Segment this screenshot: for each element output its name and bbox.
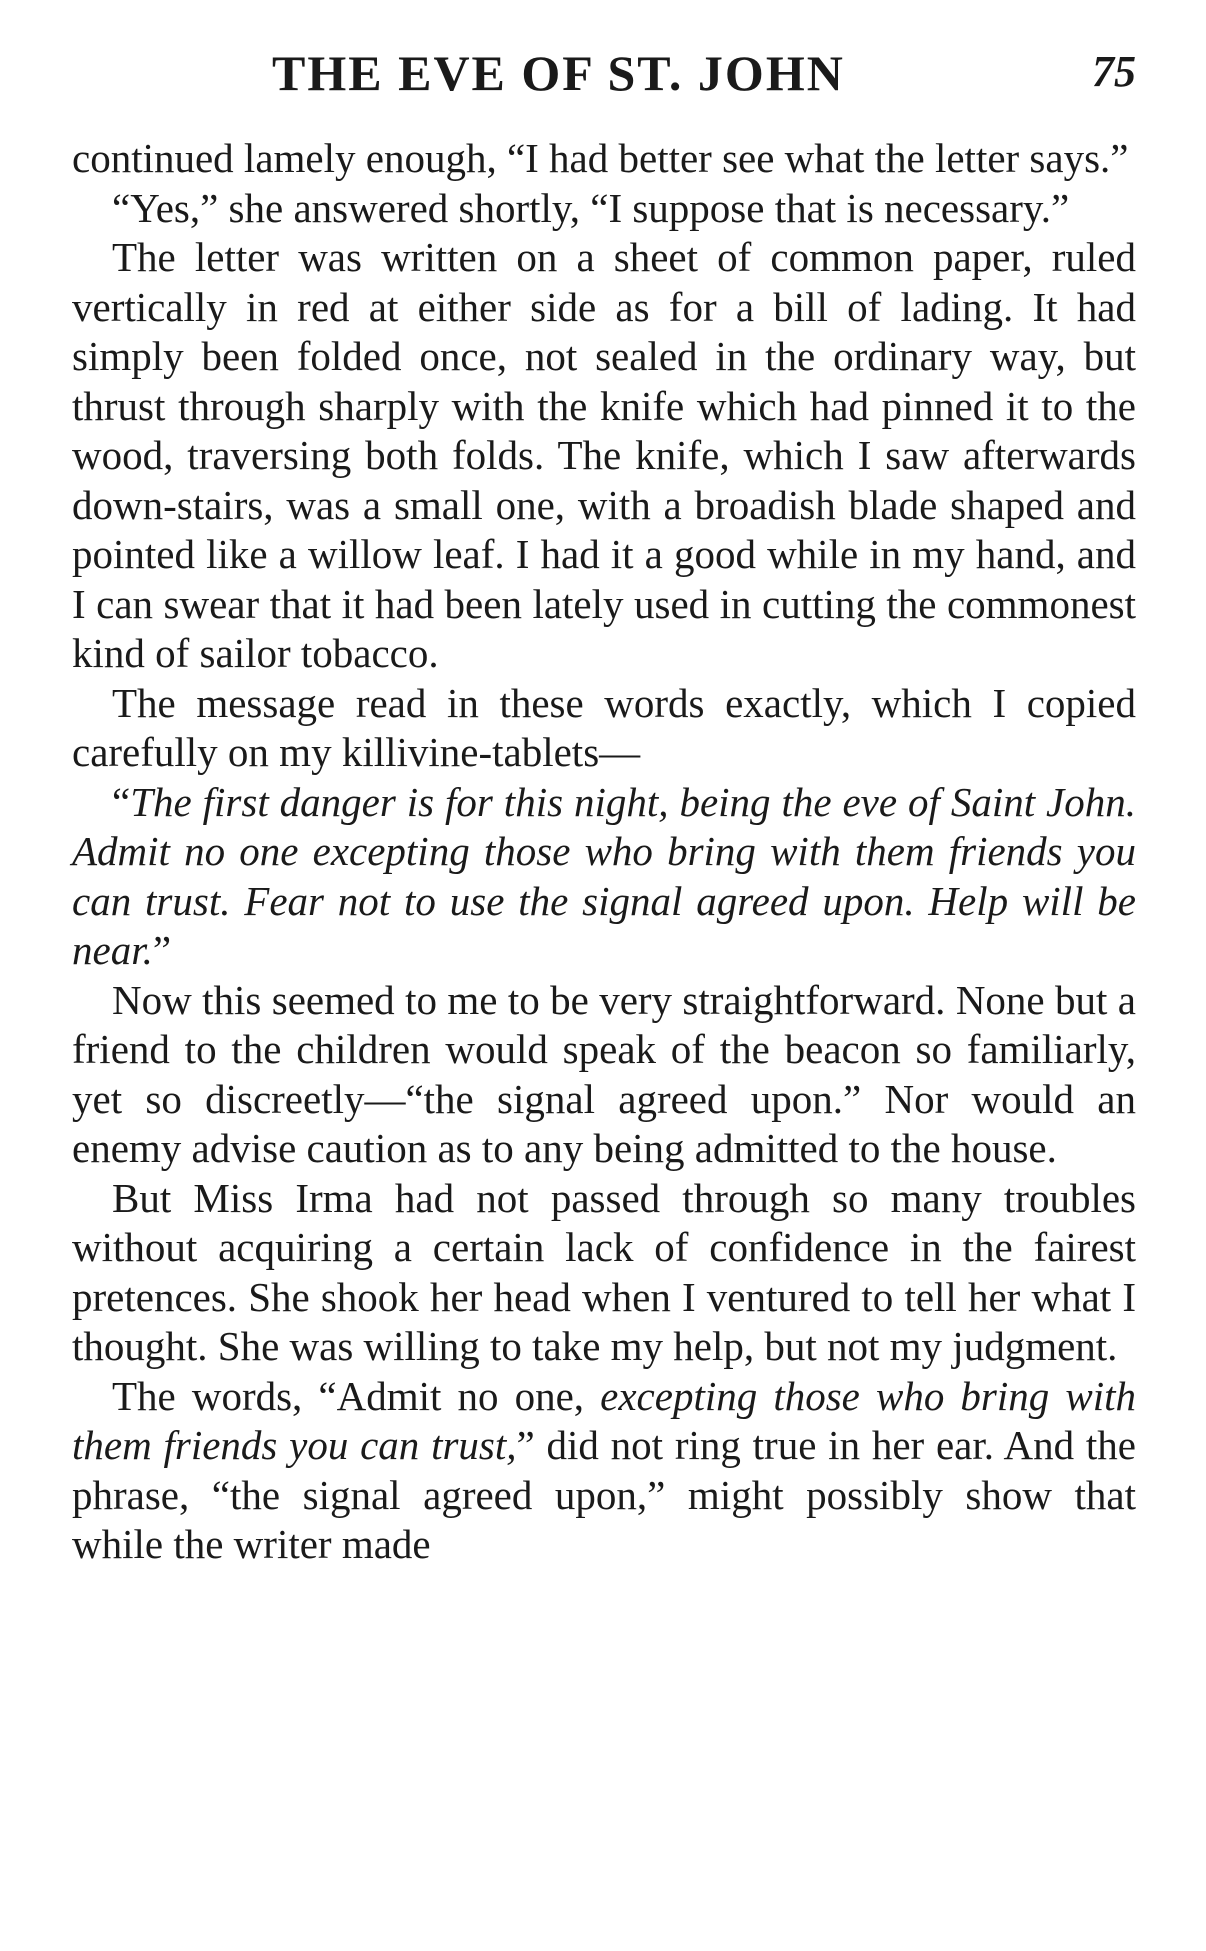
paragraph-reply: “Yes,” she answered shortly, “I suppose that is necessary.” xyxy=(112,184,1070,231)
paragraph-the-words xyxy=(72,1372,1136,1570)
body-text xyxy=(72,134,1136,1570)
paragraph-miss-irma: But Miss Irma had not passed through so many troubles without acquiring a certain lack of confidence in the fairest pretences. She shook her head when I ventured to tell her what I thought. She was willing to take my help, but not my judgment. xyxy=(72,1174,1136,1369)
page-number: 75 xyxy=(1092,47,1136,96)
book-page xyxy=(72,36,1136,1570)
paragraph-message-intro: The message read in these words exactly, which I copied carefully on my killivine-tablets— xyxy=(72,679,1136,775)
text-after: ” did not ring true in her ear. And the phrase, “the signal agreed upon,” might possibly show that while the writer made xyxy=(72,1422,1136,1567)
open-quote: “ xyxy=(112,778,131,825)
paragraph-straightforward: Now this seemed to me to be very straightforward. None but a friend to the children would speak of the beacon so familiarly, yet so discreetly—“the signal agreed upon.” Nor would an enemy advise caution as to any being admitted to the house. xyxy=(72,976,1136,1171)
text-before: The words, “Admit no one, xyxy=(112,1372,601,1419)
close-quote: ” xyxy=(152,927,172,973)
running-head xyxy=(72,36,1136,106)
message-text: The first danger is for this night, being the eve of Saint John. Admit no one excepting those who bring with them friends you can trust. Fear not to use the signal agreed upon. Help will be near. xyxy=(72,778,1136,973)
paragraph-letter-description: The letter was written on a sheet of common paper, ruled vertically in red at either side as for a bill of lading. It had simply been folded once, not sealed in the ordinary way, but thrust through sharply with the knife which had pinned it to the wood, traversing both folds. The knife, which I saw afterwards down-stairs, was a small one, with a broadish blade shaped and pointed like a willow leaf. I had it a good while in my hand, and I can swear that it had been lately used in cutting the commonest kind of sailor tobacco. xyxy=(72,234,1136,676)
quoted-phrase: excepting those who bring with them friends you can trust, xyxy=(72,1372,1136,1468)
chapter-title: THE EVE OF ST. JOHN xyxy=(272,45,845,101)
paragraph-message-quote xyxy=(72,778,1136,976)
paragraph-continuation: continued lamely enough, “I had better see what the letter says.” xyxy=(72,135,1129,181)
